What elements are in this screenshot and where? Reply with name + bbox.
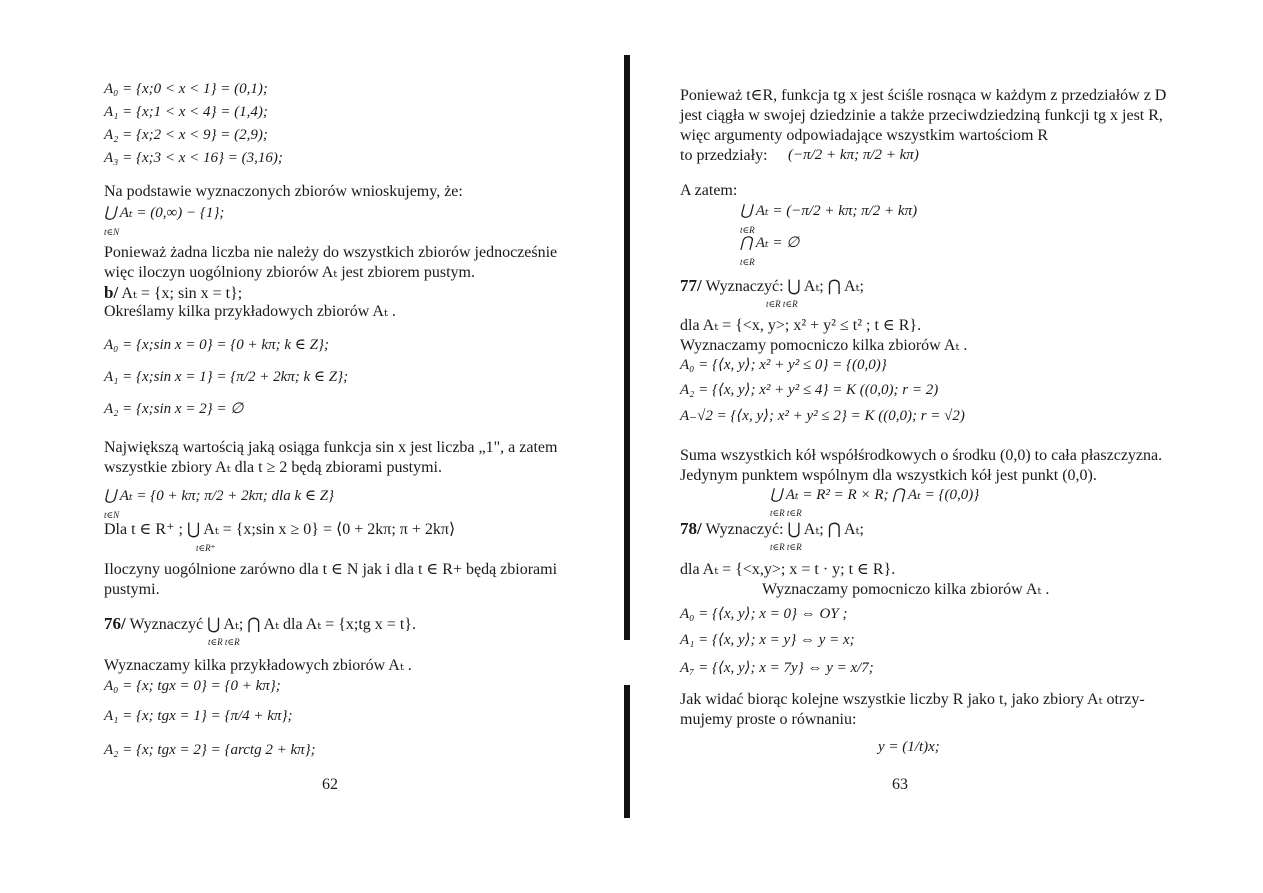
paragraph-line: Największą wartością jaką osiąga funkcja sin x jest liczba „1", a zatem [104,439,558,456]
sin-set-a0: A₀ = {x;sin x = 0} = {0 + kπ; k ∈ Z}; [104,337,329,353]
sin-union-rplus: Dla t ∈ R⁺ ; ⋃ Aₜ = {x;sin x ≥ 0} = ⟨0 + 2kπ; π + 2kπ⟩ [104,521,456,538]
paragraph-line: Ponieważ t∈R, funkcja tg x jest ściśle rosnąca w każdym z przedziałów z D [680,87,1167,104]
line-set-a7: A₇ = {⟨x, y⟩; x = 7y} ⇔ y = x/7; [680,660,874,676]
tg-set-a2: A₂ = {x; tgx = 2} = {arctg 2 + kπ}; [104,742,316,758]
problem-statement: Wyznaczyć ⋃ Aₜ; ⋂ Aₜ dla Aₜ = {x;tg x = t}. [129,616,416,633]
left-page [0,0,620,893]
union-formula: ⋃ Aₜ = (0,∞) − {1}; [104,205,225,221]
paragraph-line: więc iloczyn uogólniony zbiorów Aₜ jest zbiorem pustym. [104,264,475,281]
problem-statement: Wyznaczyć: ⋃ Aₜ; ⋂ Aₜ; [705,521,864,538]
union-index: t∈N [104,510,120,520]
paragraph-line: to przedziały: [680,147,768,164]
problem-number: 77/ [680,276,702,295]
intersection-index: t∈R [740,257,755,267]
union-index: t∈R⁺ [196,543,216,553]
paragraph-line: Iloczyny uogólnione zarówno dla t ∈ N jak i dla t ∈ R+ będą zbiorami [104,561,558,578]
union-index: t∈N [104,227,120,237]
set-a2: A₂ = {x;2 < x < 9} = (2,9); [104,127,268,143]
paragraph-line: więc argumenty odpowiadające wszystkim wartościom R [680,127,1049,144]
union-index: t∈R t∈R [208,637,240,647]
paragraph-line: wszystkie zbiory Aₜ dla t ≥ 2 będą zbiorami pustymi. [104,459,442,476]
subproblem-b [104,283,242,303]
subproblem-label: b/ [104,283,119,302]
sin-union-formula: ⋃ Aₜ = {0 + kπ; π/2 + 2kπ; dla k ∈ Z} [104,488,335,504]
paragraph-line: mujemy proste o równaniu: [680,711,857,728]
tg-set-a1: A₁ = {x; tgx = 1} = {π/4 + kπ}; [104,708,293,724]
page-number: 63 [892,776,908,793]
subproblem-definition: Aₜ = {x; sin x = t}; [121,285,243,302]
set-a0: A₀ = {x;0 < x < 1} = (0,1); [104,81,268,97]
set-a1: A₁ = {x;1 < x < 4} = (1,4); [104,104,268,120]
circle-set-a0: A₀ = {⟨x, y⟩; x² + y² ≤ 0} = {(0,0)} [680,357,887,373]
line-set-a0: A₀ = {⟨x, y⟩; x = 0} ⇔ OY ; [680,606,848,622]
sin-set-a2: A₂ = {x;sin x = 2} = ∅ [104,401,244,417]
circle-set-a2: A₂ = {⟨x, y⟩; x² + y² ≤ 4} = K ((0,0); r = 2) [680,382,939,398]
sin-set-a1: A₁ = {x;sin x = 1} = {π/2 + 2kπ; k ∈ Z}; [104,369,349,385]
line-set-a1: A₁ = {⟨x, y⟩; x = y} ⇔ y = x; [680,632,855,648]
problem-statement: Wyznaczyć: ⋃ Aₜ; ⋂ Aₜ; [705,278,864,295]
paragraph-line: Jak widać biorąc kolejne wszystkie liczby R jako t, jako zbiory Aₜ otrzy- [680,691,1145,708]
paragraph-line: Suma wszystkich kół współśrodkowych o środku (0,0) to cała płaszczyzna. [680,447,1163,464]
paragraph-line: Jedynym punktem wspólnym dla wszystkich kół jest punkt (0,0). [680,467,1097,484]
interval-formula: (−π/2 + kπ; π/2 + kπ) [788,147,919,163]
page-number: 62 [322,776,338,793]
tg-union-formula: ⋃ Aₜ = (−π/2 + kπ; π/2 + kπ) [740,203,918,219]
problem-number: 76/ [104,614,126,633]
circle-set-sqrt2: A₋√2 = {⟨x, y⟩; x² + y² ≤ 2} = K ((0,0); r = √2) [680,408,965,424]
set-a3: A₃ = {x;3 < x < 16} = (3,16); [104,150,283,166]
problem-number: 78/ [680,519,702,538]
line-equation: y = (1/t)x; [878,739,940,755]
problem-76 [104,614,416,634]
tg-set-a0: A₀ = {x; tgx = 0} = {0 + kπ}; [104,678,281,694]
paragraph-line: Określamy kilka przykładowych zbiorów Aₜ . [104,303,396,320]
union-index: t∈R t∈R [766,299,798,309]
problem-78 [680,519,864,539]
union-index: t∈R t∈R [770,508,802,518]
paragraph-line: dla Aₜ = {<x,y>; x = t · y; t ∈ R}. [680,561,896,578]
paragraph-line: jest ciągła w swojej dziedzinie a także przeciwdziedziną funkcji tg x jest R, [680,107,1163,124]
paragraph-line: Wyznaczamy kilka przykładowych zbiorów Aₜ . [104,657,412,674]
tg-intersection-formula: ⋂ Aₜ = ∅ [740,235,800,251]
paragraph-line: pustymi. [104,581,160,598]
conclusion-text: Na podstawie wyznaczonych zbiorów wnioskujemy, że: [104,183,463,200]
paragraph-line: A zatem: [680,182,738,199]
circle-union-formula: ⋃ Aₜ = R² = R × R; ⋂ Aₜ = {(0,0)} [770,487,980,503]
paragraph-line: Ponieważ żadna liczba nie należy do wszystkich zbiorów jednocześnie [104,244,558,261]
union-index: t∈R [740,225,755,235]
paragraph-line: dla Aₜ = {<x, y>; x² + y² ≤ t² ; t ∈ R}. [680,317,922,334]
paragraph-line: Wyznaczamy pomocniczo kilka zbiorów Aₜ . [762,581,1050,598]
paragraph-line: Wyznaczamy pomocniczo kilka zbiorów Aₜ . [680,337,968,354]
problem-77 [680,276,864,296]
right-page [620,0,1263,893]
union-index: t∈R t∈R [770,542,802,552]
